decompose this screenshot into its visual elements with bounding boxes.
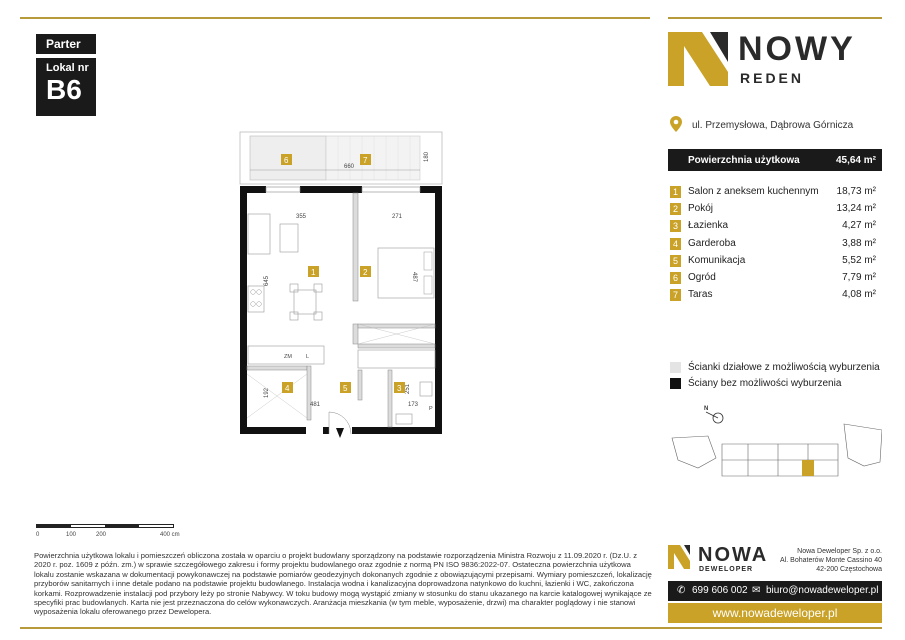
room-name: Garderoba [688, 237, 736, 249]
legend-fixed-text: Ściany bez możliwości wyburzenia [688, 378, 842, 389]
developer-sub: DEWELOPER [699, 566, 754, 573]
floor-label: Parter [36, 34, 96, 54]
room-number: 5 [670, 255, 681, 267]
total-area-bar [668, 149, 882, 171]
room-number: 4 [670, 238, 681, 250]
north-label: N [704, 406, 709, 412]
bottom-rule [20, 627, 882, 629]
scale-bar [36, 524, 174, 528]
room-name: Salon z aneksem kuchennym [688, 186, 819, 197]
scale-segment [37, 525, 71, 527]
email-icon: ✉ [752, 585, 761, 596]
room-row [670, 218, 880, 235]
stove [248, 286, 264, 312]
legend-removable-text: Ścianki działowe z możliwością wyburzenia [688, 362, 880, 373]
washbasin [420, 382, 432, 396]
contact-bar [668, 581, 882, 601]
room-row [670, 201, 880, 218]
total-area-label: Powierzchnia użytkowa [688, 155, 800, 166]
burner [251, 302, 256, 307]
room-area: 13,24 m² [836, 203, 876, 215]
pillow [424, 252, 432, 270]
dim-487: 487 [411, 272, 417, 283]
nowa-deweloper-logo [668, 545, 694, 569]
room-area: 4,08 m² [842, 289, 876, 301]
room-name: Komunikacja [688, 254, 746, 266]
floor-plan [228, 126, 458, 446]
dining-table [294, 290, 316, 314]
company-street: Al. Bohaterów Monte Cassino 40 [780, 557, 882, 564]
room-marker-6-text: 6 [284, 156, 289, 165]
brand-line1: NOWY [738, 30, 856, 68]
burner [257, 290, 262, 295]
legend-light-swatch [670, 362, 681, 373]
site-buildings [672, 424, 882, 476]
phone-link[interactable]: 699 606 002 [692, 585, 748, 596]
unit-label: Lokal nr [46, 62, 89, 74]
legend-dark-swatch [670, 378, 681, 389]
scale-label-200: 200 [96, 532, 107, 538]
room-marker-7-text: 7 [363, 156, 368, 165]
developer-name: NOWA [698, 544, 769, 566]
room-row [670, 253, 880, 270]
room-area: 4,27 m² [842, 220, 876, 232]
room-marker-4-text: 4 [285, 384, 290, 393]
dim-645: 645 [264, 275, 270, 286]
fixture-zm: ZM [284, 354, 292, 360]
fixture-p: P [429, 406, 433, 412]
location-pin-icon [670, 116, 682, 132]
dim-192: 192 [264, 387, 270, 398]
dim-180: 180 [424, 151, 430, 162]
address: ul. Przemysłowa, Dąbrowa Górnicza [692, 120, 854, 131]
company-name: Nowa Deweloper Sp. z o.o. [797, 548, 882, 555]
website-link[interactable]: www.nowadeweloper.pl [668, 603, 882, 623]
room-row [670, 236, 880, 253]
nowy-reden-logo [668, 32, 738, 86]
room-number: 1 [670, 186, 681, 198]
burner [257, 302, 262, 307]
phone-icon: ✆ [677, 585, 686, 596]
room-number: 3 [670, 220, 681, 232]
dim-481: 481 [310, 402, 321, 408]
top-rule [20, 17, 650, 19]
disclaimer-text: Powierzchnia użytkowa lokalu i pomieszczeń obliczona została w oparciu o projekt budowlany sporządzony na podstawie rozporządzenia Ministra Rozwoju z 11.09.2020 r. (Dz.U. z 2020 r. poz. 1609 z późn. zm.) w sprawie szczegółowego zakresu i formy projektu budowlanego oraz zgodnie z normą PN ISO 9836:2022-07. Ostateczna powierzchnia użytkowa lokalu zostanie wskazana w dokumentacji powykonawczej na podstawie pomiarów geodezyjnych dokonanych zgodnie z obowiązującymi przepisami. Wymiary pomieszczeń, lokalizację przyborów sanitarnych i inne detale podano na podstawie projektu budowlanego. Instalacja wodna i kanalizacyjna doprowadzona natynkowo do kuchni, łazienki i WC, zakończona korkami. Rozprowadzenie instalacji pod przybory leży po stronie Nabywcy. W toku budowy mogą wystąpić zmiany w stosunku do stanu ukazanego na karcie katalogowej wynikające ze specyfiki prac budowlanych. Karta nie jest przeznaczona do celów wykonawczych. Aranżacja mieszkania (w tym meble, wyposażenie, drzwi) ma charakter poglądowy i nie stanowi wyposażenia lokalu oferowanego przez Dewelopera. [34, 551, 652, 617]
dim-251: 251 [405, 383, 411, 394]
room-area: 18,73 m² [836, 186, 876, 197]
room-area: 5,52 m² [842, 254, 876, 266]
room-marker-1-text: 1 [311, 268, 316, 277]
room-row [670, 287, 880, 304]
room-row [670, 270, 880, 287]
bed [378, 248, 434, 298]
pillow [424, 276, 432, 294]
room-marker-3-text: 3 [397, 384, 402, 393]
scale-label-400: 400 cm [160, 532, 180, 538]
scale-label-0: 0 [36, 532, 40, 538]
email-link[interactable]: biuro@nowadeweloper.pl [766, 585, 879, 596]
room-area: 7,79 m² [842, 271, 876, 283]
coffee-table [280, 224, 298, 252]
sofa [248, 214, 270, 254]
scale-segment [105, 525, 139, 527]
room-area: 3,88 m² [842, 237, 876, 249]
compass-needle [706, 412, 718, 418]
chairs [290, 284, 322, 320]
unit-number: B6 [46, 74, 82, 105]
dim-355: 355 [296, 214, 307, 220]
dim-271: 271 [392, 214, 403, 220]
room-list [670, 184, 880, 304]
unit-badge [36, 58, 96, 116]
fixture-l: L [306, 354, 310, 360]
room-marker-2-text: 2 [363, 268, 368, 277]
room-name: Ogród [688, 271, 716, 283]
room-number: 6 [670, 272, 681, 284]
burner [251, 290, 256, 295]
room-row [670, 184, 880, 201]
room-number: 7 [670, 289, 681, 301]
dim-173: 173 [408, 402, 419, 408]
scale-label-100: 100 [66, 532, 77, 538]
room-marker-5-text: 5 [343, 384, 348, 393]
entry-arrow-icon [336, 428, 344, 438]
unit-location-highlight [802, 460, 814, 476]
company-city: 42-200 Częstochowa [816, 566, 882, 573]
company-address [780, 547, 882, 574]
room-name: Łazienka [688, 220, 729, 232]
dim-660: 660 [344, 164, 355, 170]
site-plan [668, 402, 882, 492]
bathtub [358, 350, 435, 368]
top-rule-right [668, 17, 882, 19]
brand-line2: REDEN [740, 70, 805, 86]
room-name: Taras [688, 289, 713, 301]
toilet [396, 414, 412, 424]
total-area-value: 45,64 m² [835, 155, 876, 166]
room-name: Pokój [688, 203, 714, 215]
terrace-area [326, 136, 420, 180]
room-number: 2 [670, 203, 681, 215]
